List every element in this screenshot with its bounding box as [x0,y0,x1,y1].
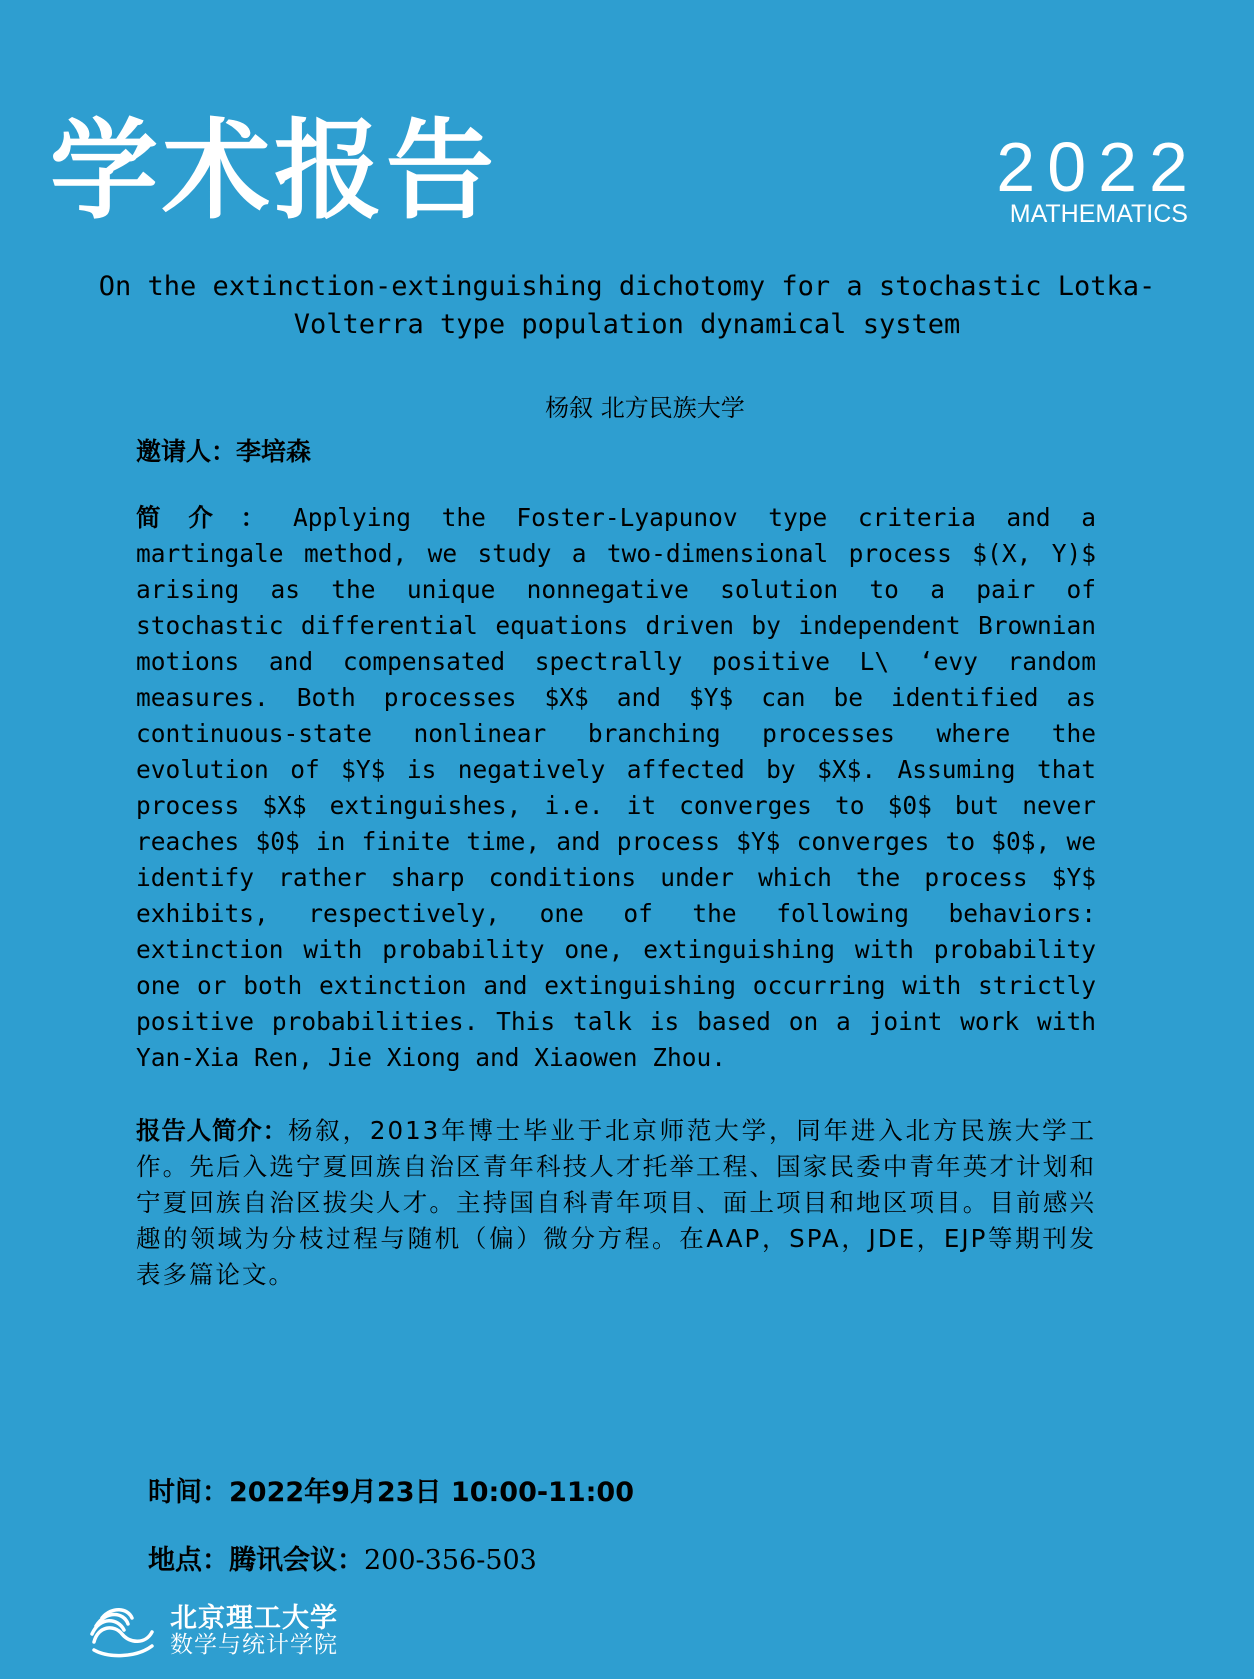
university-emblem-icon [88,1602,158,1660]
speaker-affiliation: 杨叙 北方民族大学 [545,394,745,422]
university-name: 北京理工大学 [170,1602,338,1634]
bio-label: 报告人简介： [136,1116,288,1145]
university-logo [88,1602,338,1660]
event-time: 时间：2022年9月23日 10:00-11:00 [148,1477,634,1508]
abstract-text: Applying the Foster-Lyapunov type criteria and a martingale method, we study a two-dimensional process $(X, Y)$ arising as the unique nonnegative solution to a pair of stochastic differential equations driven by independent Brownian motions and compensated spectrally positive L\ ‘evy random measures. Both processes $X$ and $Y$ can be identified as continuous-state nonlinear branching processes where the evolution of $Y$ is negatively affected by $X$. Assuming that process $X$ extinguishes, i.e. it converges to $0$ but never reaches $0$ in finite time, and process $Y$ converges to $0$, we identify rather sharp conditions under which the process $Y$ exhibits, respectively, one of the following behaviors: extinction with probability one, extinguishing with probability one or both extinction and extinguishing occurring with strictly positive probabilities. This talk is based on a joint work with Yan-Xia Ren, Jie Xiong and Xiaowen Zhou. [136,503,1097,1072]
speaker-bio [136,1113,1096,1293]
inviter: 邀请人：李培森 [136,437,312,466]
year-badge [996,128,1200,229]
page-title: 学术报告 [50,109,499,234]
abstract [136,500,1096,1076]
talk-title: On the extinction-extinguishing dichotomy for a stochastic Lotka-Volterra type population dynamical system [98,271,1156,340]
event-place [148,1538,537,1577]
place-label: 地点：腾讯会议： [148,1545,364,1576]
year-text: 2022 [996,128,1200,206]
abstract-label: 简介： [136,503,293,532]
meeting-id: 200-356-503 [364,1545,537,1576]
subject-text: MATHEMATICS [1009,200,1188,228]
school-name: 数学与统计学院 [170,1632,338,1659]
bio-text: 杨叙，2013年博士毕业于北京师范大学，同年进入北方民族大学工作。先后入选宁夏回族自治区青年科技人才托举工程、国家民委中青年英才计划和宁夏回族自治区拔尖人才。主持国自科青年项目、面上项目和地区项目。目前感兴趣的领域为分枝过程与随机（偏）微分方程。在AAP，SPA，JDE，EJP等期刊发表多篇论文。 [136,1116,1096,1289]
